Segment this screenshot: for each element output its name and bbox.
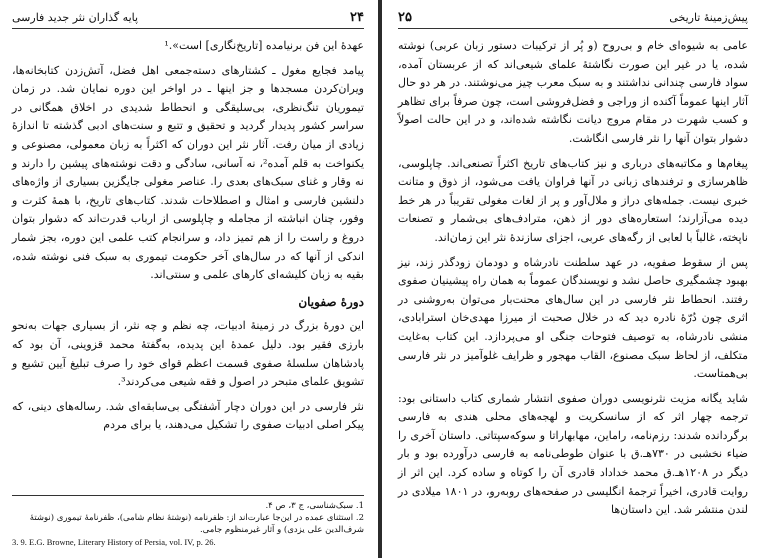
footnote-1: 1. سبک‌شناسی، ج ۳، ص ۴. — [265, 501, 364, 511]
left-footnotes — [12, 495, 364, 548]
left-paragraph-2: پیامد فجایع مغول ـ کشتارهای دسته‌جمعی اهل فضل، آتش‌زدن کتابخانه‌ها، ویران‌کردن مسجدها و جز اینها ـ در اواخر این دوره نمایان شد. در زمان تیموریان تنگ‌نظری، بی‌سلیقگی و انحطاط شدیدی در اخلاق همگانی در سراسر کشور پدیدار گردید و تحقیق و تتبع و سنت‌های ادبی گذشته تا اندازهٔ زیادی از میان رفت. آثار نثر این دوران که اکثراً به زبان معمولی، مصنوعی و یکنواخت به قلم آمده²، نه آسانی، سادگی و دقت نوشته‌های پیشین را دارند و نه وقار و غنای سبک‌های بعدی را. عناصر مغولی جایگزین بسیاری از واژه‌های دلنشین فارسی و امثال و اصطلاحات شدند. کتاب‌های تاریخ، با همهٔ کثرت و وفور، چنان انباشته از مجامله و چاپلوسی از ارباب قدرت‌اند که دشوار بتوان دروغ و راست را از هم تمیز داد، و سرانجام کتب علمی این دوره، بجز شمار اندکی از آنها که در سال‌های آخر حکومت تیموری به سبک فنی نوشته شده، بقیه به زبان کلیشه‌ای کارهای علمی و سنتی‌اند. — [12, 63, 364, 282]
right-running-title: پیش‌زمینهٔ تاریخی — [669, 11, 748, 24]
right-page-header — [398, 10, 748, 29]
left-page-number: ۲۴ — [350, 10, 364, 25]
section-heading-safavid: دورهٔ صفویان — [298, 294, 364, 309]
right-paragraph-4: شاید یگانه مزیت نثرنویسی دوران صفوی انتشار شماری کتاب داستانی بود: ترجمه چهار اثر که از سانسکریت و لهجه‌های محلی هندی به فارسی برگردانده شدند: رزم‌نامه، راماین، مهابهاراتا و سوکه‌سپتاتی. داستان آخری را ضیاء نخشبی در ۷۳۰هـ.ق با عنوان طوطی‌نامه به فارسی درآورده بود و بار دیگر در ۱۲۰۸هـ.ق محمد خداداد قادری آن را کوتاه و ساده کرد. این اثر از روایت قادری، اخیراً ترجمهٔ انگلیسی در صفحه‌های روبه‌رو، در ۱۸۰۱ میلادی در لندن منتشر شد. این داستان‌ها — [398, 391, 748, 517]
right-page-number: ۲۵ — [398, 10, 412, 25]
footnote-3-latin: 3. 9. E.G. Browne, Literary History of Persia, vol. IV, p. 26. — [12, 537, 216, 547]
left-running-title: پایه گذاران نثر جدید فارسی — [12, 11, 139, 24]
left-page-header — [12, 10, 364, 29]
left-page-body — [12, 37, 364, 435]
right-paragraph-2: پیغام‌ها و مکاتبه‌های درباری و نیز کتاب‌های تاریخ اکثراً تصنعی‌اند. چاپلوسی، ظاهرسازی و ترفندهای زبانی در آنها فراوان یافت می‌شود، از ذوق و متانت خبری نیست. جمله‌های دراز و ملال‌آور و پر از لغات مغولی تقریباً در هر خط دیده می‌آزارند؛ استعاره‌های دور از ذهن، مترادف‌های بی‌شمار و تصنعات ناپخته، غالباً با لعابی از رگه‌های عربی، اجزای سازندهٔ نثر این زمان‌اند. — [398, 156, 748, 244]
right-paragraph-1: عامی به شیوه‌ای خام و بی‌روح (و پُر از ترکیبات دستور زبان عربی) نوشته شده، یا در غیر این صورت نگاشتهٔ علمای شیعی‌اند که از عربستان آمده، سواد فارسی چندانی نداشتند و به سبک معرب چیز می‌نوشتند. در هر دو حال آثار اینها عموماً آکنده از وراجی و فضل‌فروشی است، چون صرفاً برای تظاهر و کسب شهرت در مقام مروج دیانت نگاشته شده‌اند، و در این حالت اصولاً دشوار بتوان آنها را نثر فارسی انگاشت. — [398, 39, 748, 145]
right-page — [382, 0, 760, 558]
left-paragraph-1: عهدهٔ این فن برنیامده [تاریخ‌نگاری] است».¹ — [164, 39, 364, 52]
left-section-paragraph-1: این دورهٔ بزرگ در زمینهٔ ادبیات، چه نظم و چه نثر، از بسیاری جهات به‌نحو بارزی فقیر بود. دلیل عمدهٔ این پدیده، به‌گفتهٔ محمد قزوینی، آن بود که پادشاهان سلسلهٔ صفوی قسمت اعظم قوای خود را صرف تبلیغ آیین تشیع و تشویق علمای متبحر در اصول و فقه شیعی می‌کردند³. — [12, 319, 364, 389]
left-page — [0, 0, 378, 558]
left-section-paragraph-2: نثر فارسی در این دوران دچار آشفتگی بی‌سابقه‌ای شد. رساله‌های دینی، که پیکر اصلی ادبیات صفوی را تشکیل می‌دهند، یا برای مردم — [12, 399, 364, 432]
right-page-body — [398, 37, 748, 520]
right-paragraph-3: پس از سقوط صفویه، در عهد سلطنت نادرشاه و دودمان زودگذر زند، نیز بهبود چشمگیری حاصل نشد و نویسندگان عموماً به همان راه پیشینیان صفوی رفتند. انحطاط نثر فارسی در این سال‌های محنت‌بار می‌توان به‌روشنی در اثری چون دُرّهٔ نادره دید که در خلال صحبت از میرزا مهدی‌خان استرابادی، منشی نادرشاه، به توصیف فتوحات جنگی او می‌پردازد. این کتاب به‌غایت متکلف، از لحاظ سبک مصنوع، القاب مهجور و ظرایف غلوآمیز در نثر فارسی بی‌همتاست. — [398, 255, 748, 381]
footnote-2: 2. استثنای عمده در این‌جا عبارت‌اند از: ظفرنامه (نوشتهٔ نظام شامی)، ظفرنامهٔ تیموری (نوشتهٔ شرف‌الدین علی یزدی) و آثار غیرمنظوم جامی. — [29, 513, 364, 535]
